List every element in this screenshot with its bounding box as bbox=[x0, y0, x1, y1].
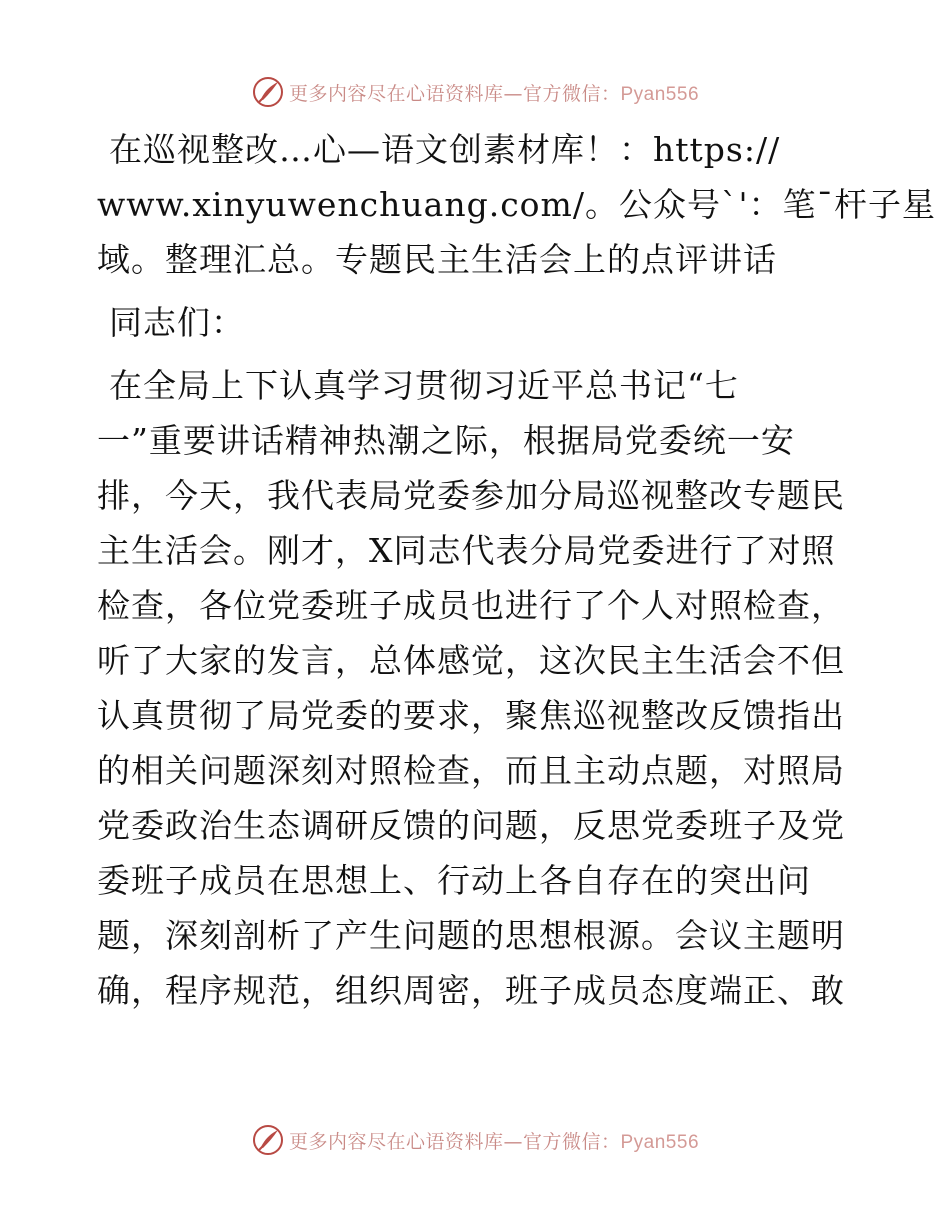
header-banner bbox=[0, 72, 950, 112]
quill-logo-icon bbox=[251, 1123, 285, 1157]
body-line: 委班子成员在思想上、行动上各自存在的突出问 bbox=[97, 861, 811, 900]
banner-text bbox=[289, 1127, 699, 1154]
body-line: 听了大家的发言，总体感觉，这次民主生活会不但 bbox=[97, 641, 845, 680]
body-paragraph bbox=[97, 358, 857, 1018]
body-line: 一”重要讲话精神热潮之际，根据局党委统一安 bbox=[97, 421, 795, 460]
wechat-id: Pyan556 bbox=[620, 83, 700, 105]
title-line: 域。整理汇总。专题民主生活会上的点评讲话 bbox=[97, 240, 777, 279]
quill-logo-icon bbox=[251, 75, 285, 109]
document-body bbox=[97, 122, 937, 1018]
title-line: www.xinyuwenchuang.com/。公众号ˋ'：笔¯杆子星 bbox=[97, 185, 937, 224]
body-line: 排，今天，我代表局党委参加分局巡视整改专题民 bbox=[97, 476, 845, 515]
footer-banner bbox=[0, 1120, 950, 1160]
greeting-text: 同志们： bbox=[109, 303, 245, 342]
banner-slogan: 更多内容尽在心语资料库—官方微信： bbox=[288, 1130, 621, 1153]
body-line: 党委政治生态调研反馈的问题，反思党委班子及党 bbox=[97, 806, 845, 845]
body-line: 在全局上下认真学习贯彻习近平总书记“七 bbox=[109, 366, 739, 405]
body-line: 认真贯彻了局党委的要求，聚焦巡视整改反馈指出 bbox=[97, 696, 845, 735]
body-line: 的相关问题深刻对照检查，而且主动点题，对照局 bbox=[97, 751, 845, 790]
body-line: 检查，各位党委班子成员也进行了个人对照检查， bbox=[97, 586, 845, 625]
body-line: 主生活会。刚才，X同志代表分局党委进行了对照 bbox=[97, 531, 836, 570]
wechat-id: Pyan556 bbox=[620, 1131, 700, 1153]
banner-text bbox=[289, 79, 699, 106]
document-title bbox=[97, 122, 937, 287]
body-line: 题，深刻剖析了产生问题的思想根源。会议主题明 bbox=[97, 916, 845, 955]
body-line: 确，程序规范，组织周密，班子成员态度端正、敢 bbox=[97, 971, 845, 1010]
banner-slogan: 更多内容尽在心语资料库—官方微信： bbox=[288, 82, 621, 105]
title-line: 在巡视整改…心—语文创素材库！：https:// bbox=[109, 130, 781, 169]
greeting bbox=[97, 295, 857, 350]
